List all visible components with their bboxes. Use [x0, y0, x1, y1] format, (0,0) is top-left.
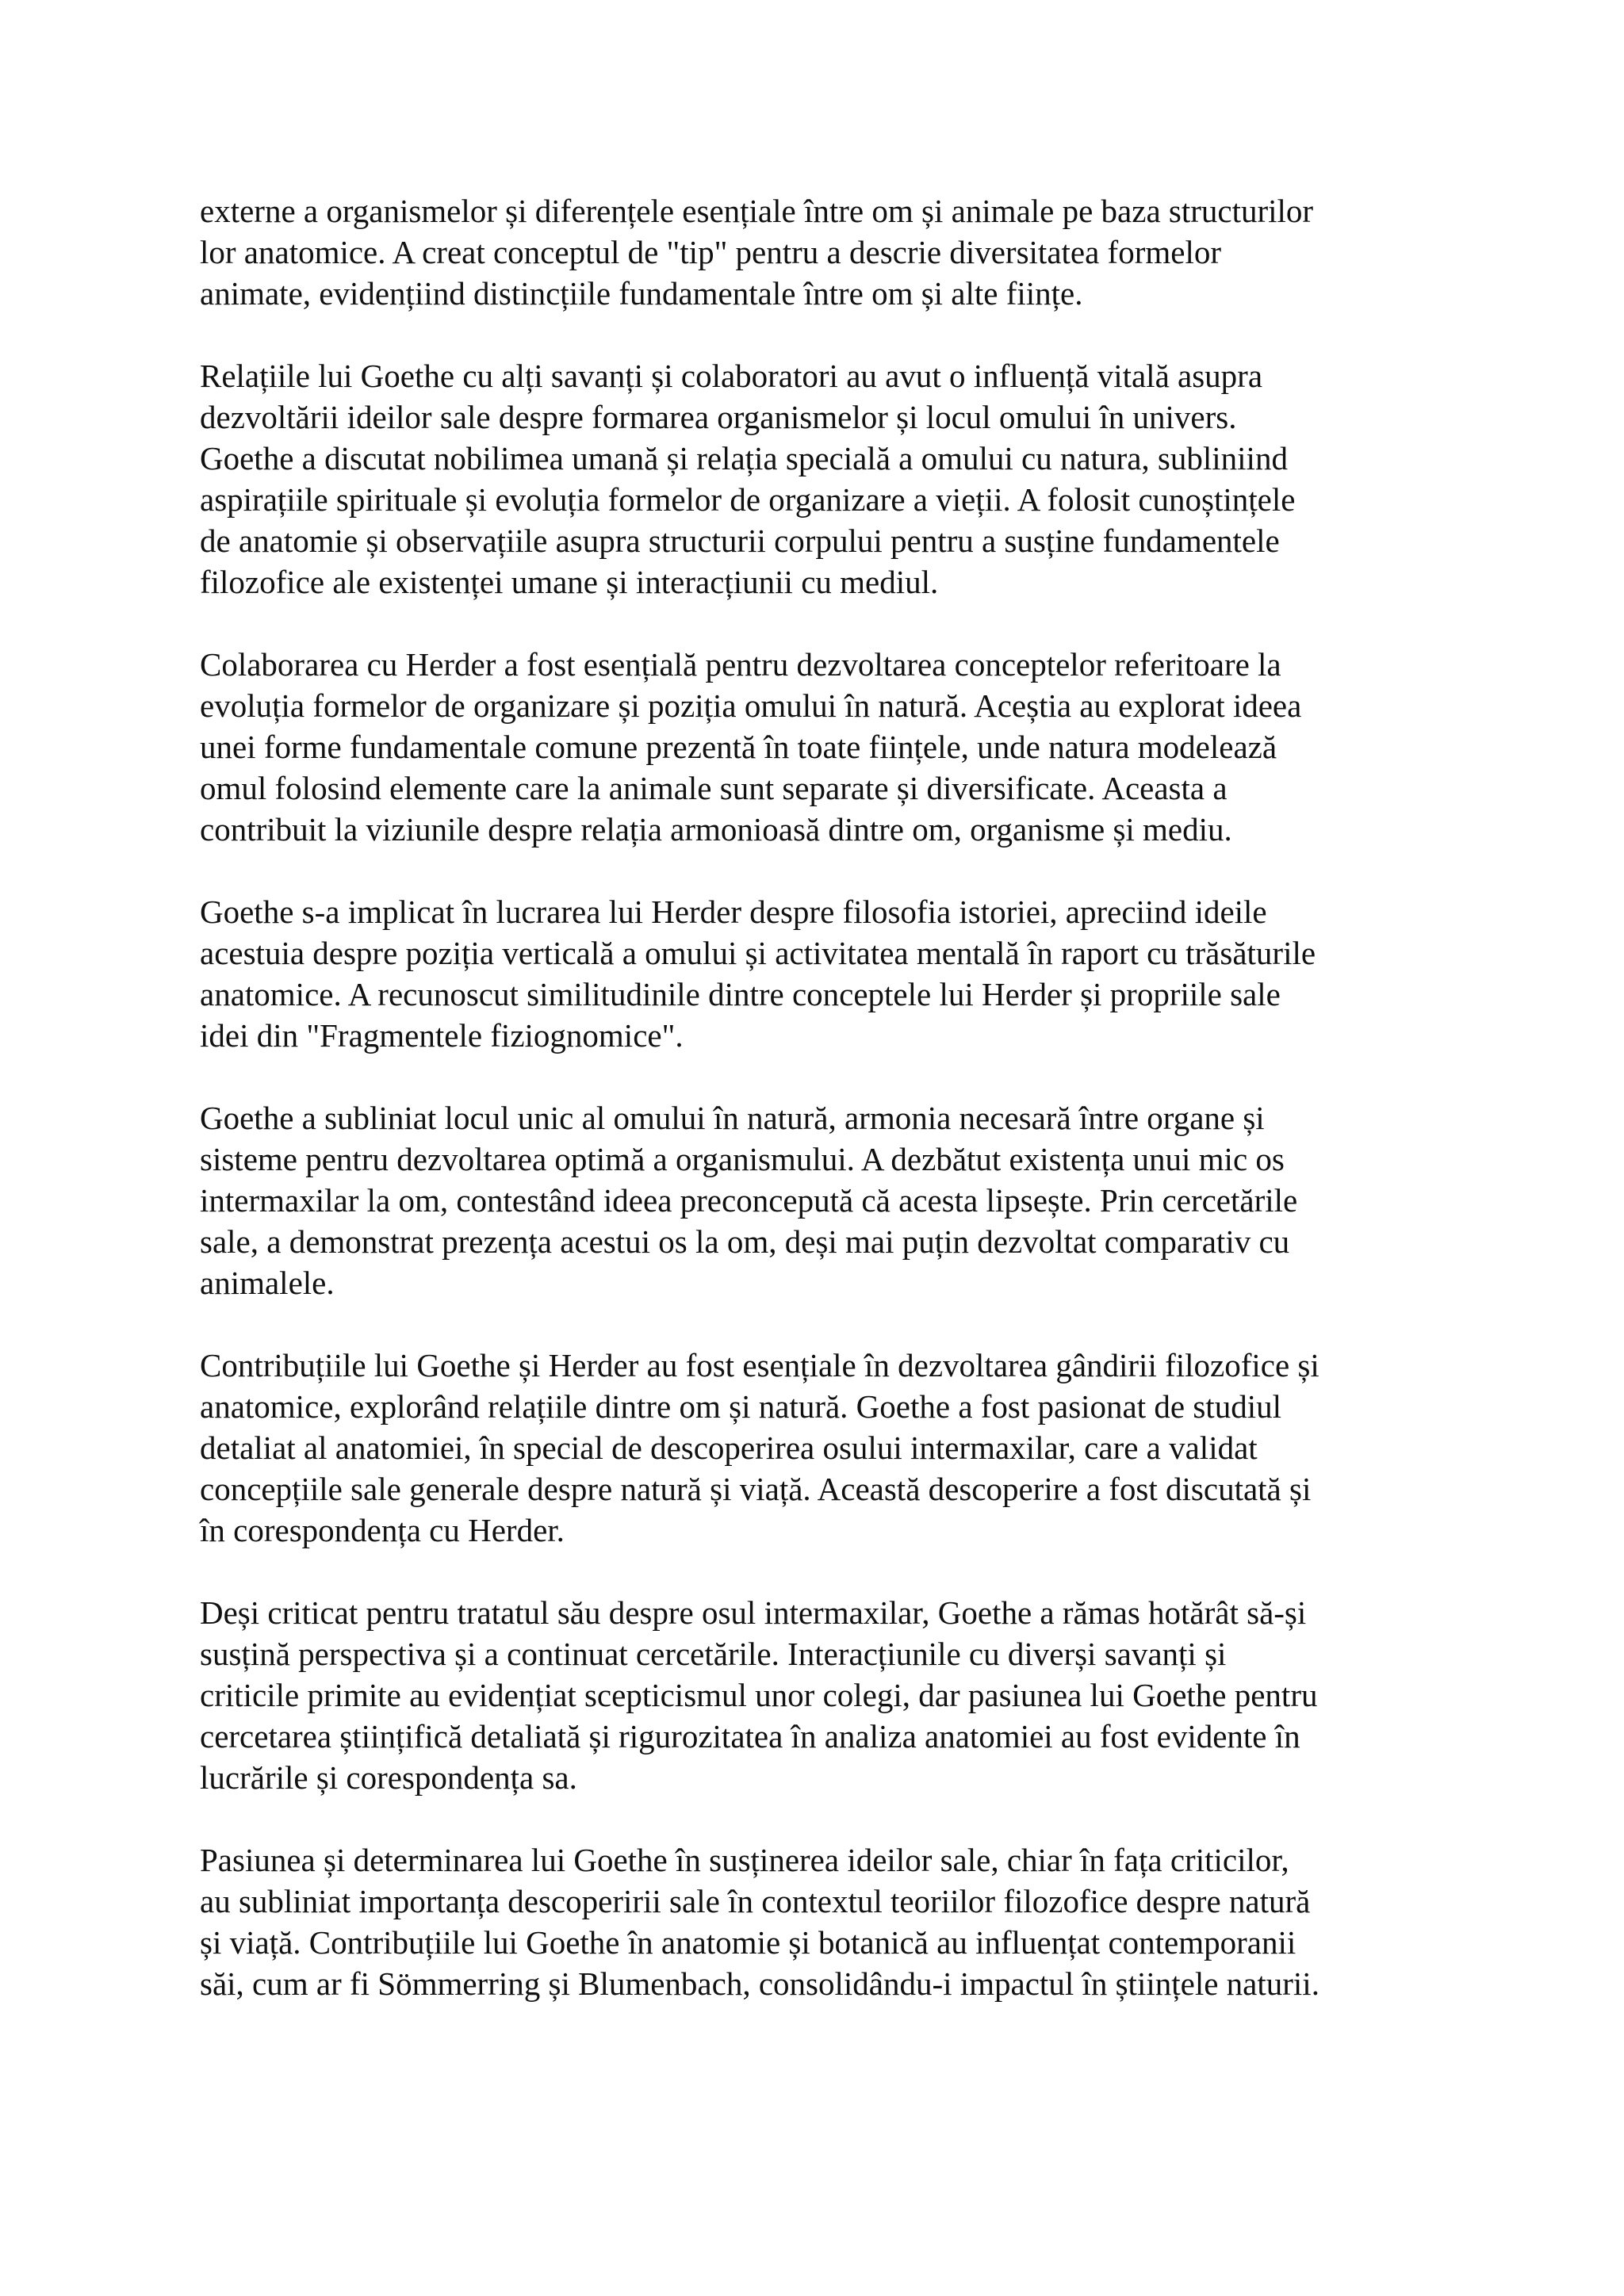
text-line: au subliniat importanța descoperirii sale în contextul teoriilor filozofice despre natură — [200, 1883, 1311, 1919]
text-line: Deși criticat pentru tratatul său despre osul intermaxilar, Goethe a rămas hotărât să-și — [200, 1594, 1307, 1631]
text-line: susțină perspectiva și a continuat cercetările. Interacțiunile cu diverși savanți și — [200, 1636, 1227, 1672]
text-line: și viață. Contribuțiile lui Goethe în anatomie și botanică au influențat contemporanii — [200, 1924, 1297, 1961]
text-line: idei din "Fragmentele fiziognomice". — [200, 1017, 684, 1054]
paragraph — [200, 1097, 1437, 1303]
text-line: Goethe a discutat nobilimea umană și relația specială a omului cu natura, subliniind — [200, 440, 1288, 476]
text-line: Goethe a subliniat locul unic al omului în natură, armonia necesară între organe și — [200, 1100, 1265, 1136]
text-line: evoluția formelor de organizare și poziția omului în natură. Aceștia au explorat ideea — [200, 687, 1302, 724]
text-line: criticile primite au evidențiat scepticismul unor colegi, dar pasiunea lui Goethe pentru — [200, 1677, 1318, 1713]
text-line: externe a organismelor și diferențele esențiale între om și animale pe baza structurilor — [200, 193, 1314, 229]
text-line: cercetarea științifică detaliată și rigurozitatea în analiza anatomiei au fost evidente în — [200, 1718, 1300, 1755]
text-line: lucrările și corespondența sa. — [200, 1759, 577, 1796]
paragraph — [200, 1345, 1437, 1551]
text-line: contribuit la viziunile despre relația armonioasă dintre om, organisme și mediu. — [200, 811, 1232, 848]
text-line: intermaxilar la om, contestând ideea preconcepută că acesta lipsește. Prin cercetările — [200, 1182, 1298, 1219]
text-line: Colaborarea cu Herder a fost esențială pentru dezvoltarea conceptelor referitoare la — [200, 646, 1281, 683]
text-line: în corespondența cu Herder. — [200, 1512, 565, 1548]
text-line: filozofice ale existenței umane și interacțiunii cu mediul. — [200, 564, 939, 600]
text-line: acestuia despre poziția verticală a omului și activitatea mentală în raport cu trăsăturile — [200, 935, 1316, 971]
text-line: săi, cum ar fi Sömmerring și Blumenbach, consolidându-i impactul în științele naturii. — [200, 1965, 1320, 2002]
text-line: de anatomie și observațiile asupra structurii corpului pentru a susține fundamentele — [200, 522, 1280, 559]
text-line: anatomice, explorând relațiile dintre om și natură. Goethe a fost pasionat de studiul — [200, 1388, 1281, 1425]
text-line: Relațiile lui Goethe cu alți savanți și colaboratori au avut o influență vitală asupra — [200, 358, 1263, 394]
paragraph — [200, 355, 1437, 603]
text-line: concepțiile sale generale despre natură și viață. Această descoperire a fost discutată și — [200, 1471, 1312, 1507]
paragraph — [200, 891, 1437, 1056]
text-line: Contribuțiile lui Goethe și Herder au fost esențiale în dezvoltarea gândirii filozofice și — [200, 1347, 1320, 1383]
text-line: Goethe s-a implicat în lucrarea lui Herder despre filosofia istoriei, apreciind ideile — [200, 894, 1267, 930]
text-line: sale, a demonstrat prezența acestui os la om, deși mai puțin dezvoltat comparativ cu — [200, 1223, 1290, 1260]
paragraph — [200, 644, 1437, 850]
text-line: animalele. — [200, 1265, 335, 1301]
text-line: sisteme pentru dezvoltarea optimă a organismului. A dezbătut existența unui mic os — [200, 1141, 1285, 1177]
text-line: dezvoltării ideilor sale despre formarea organismelor și locul omului în univers. — [200, 399, 1237, 435]
paragraph — [200, 1839, 1437, 2004]
text-line: aspirațiile spirituale și evoluția formelor de organizare a vieții. A folosit cunoștințele — [200, 481, 1296, 518]
paragraph — [200, 190, 1437, 314]
text-line: lor anatomice. A creat conceptul de "tip" pentru a descrie diversitatea formelor — [200, 234, 1221, 270]
text-line: omul folosind elemente care la animale sunt separate și diversificate. Aceasta a — [200, 770, 1228, 806]
paragraph — [200, 1592, 1437, 1798]
text-line: unei forme fundamentale comune prezentă în toate ființele, unde natura modelează — [200, 729, 1277, 765]
text-line: Pasiunea și determinarea lui Goethe în susținerea ideilor sale, chiar în fața criticilor, — [200, 1842, 1289, 1878]
text-line: animate, evidențiind distincțiile fundamentale între om și alte ființe. — [200, 275, 1083, 312]
text-line: detaliat al anatomiei, în special de descoperirea osului intermaxilar, care a validat — [200, 1429, 1258, 1466]
text-line: anatomice. A recunoscut similitudinile dintre conceptele lui Herder și propriile sale — [200, 976, 1281, 1012]
document-body — [200, 190, 1437, 2045]
